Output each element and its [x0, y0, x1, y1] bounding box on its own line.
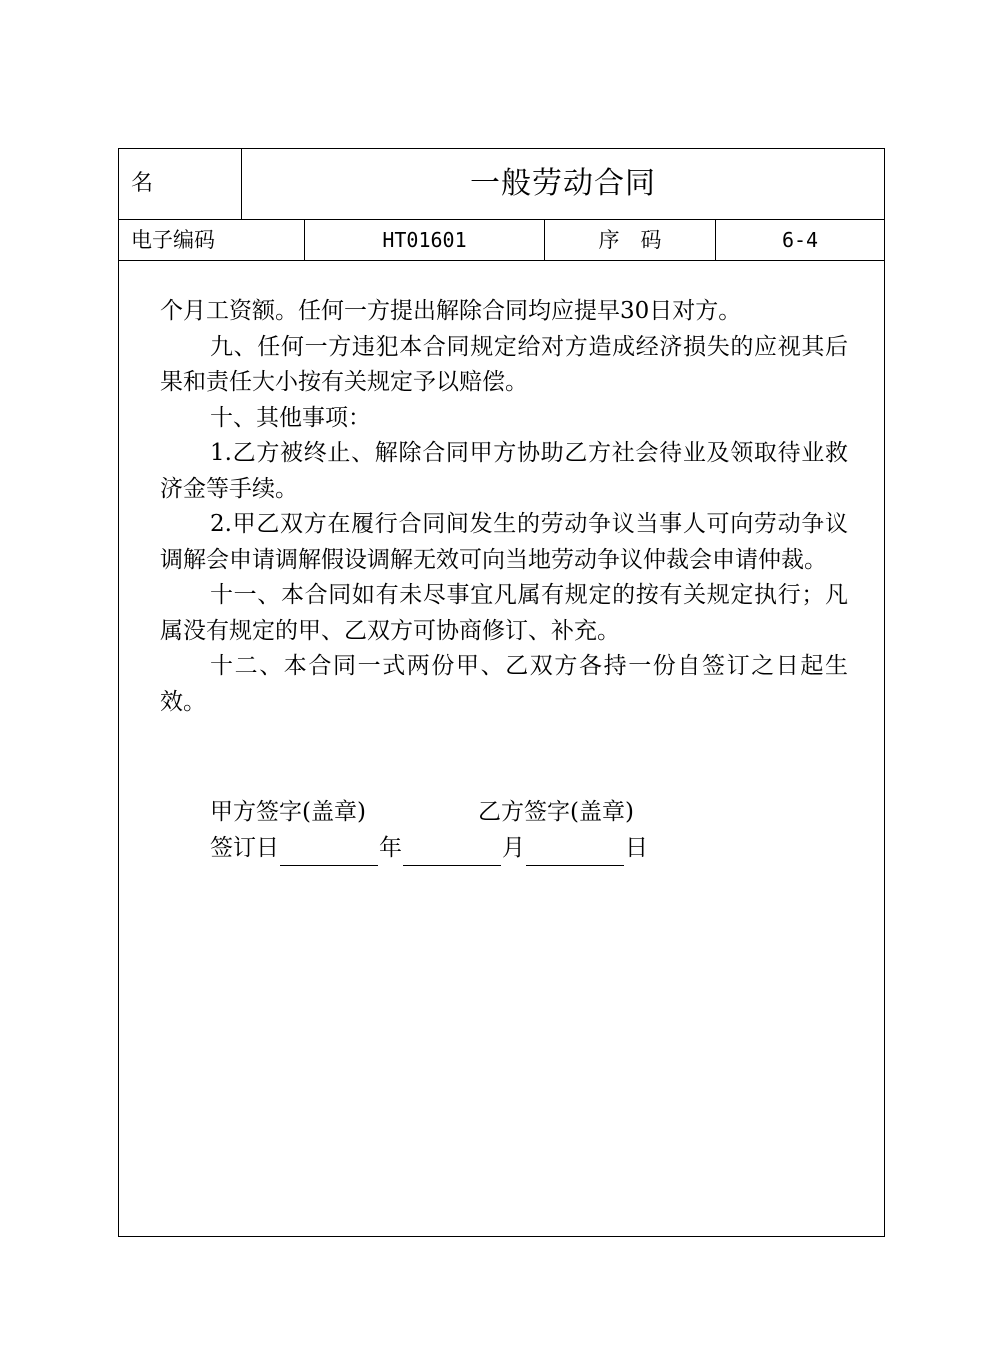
date-row: [210, 831, 648, 866]
code-label: 电子编码: [119, 220, 305, 260]
year-blank: [280, 839, 378, 866]
month-blank: [403, 839, 501, 866]
party-a-signature-label: 甲方签字(盖章): [210, 799, 366, 825]
day-blank: [526, 839, 624, 866]
contract-form: [118, 148, 885, 1237]
paragraph: 个月工资额。任何一方提出解除合同均应提早30日对方。: [160, 298, 742, 324]
serial-label: 序 码: [545, 220, 716, 260]
document-title: 一般劳动合同: [470, 166, 656, 201]
day-label: 日: [625, 835, 648, 861]
serial-value: 6-4: [781, 228, 819, 252]
paragraph: 十二、本合同一式两份甲、乙双方各持一份自签订之日起生效。: [160, 653, 848, 715]
paragraph: 十一、本合同如有未尽事宜凡属有规定的按有关规定执行；凡属没有规定的甲、乙双方可协商修订、补充。: [160, 582, 848, 644]
paragraph: 十、其他事项：: [210, 404, 371, 431]
paragraph: 九、任何一方违犯本合同规定给对方造成经济损失的应视其后果和责任大小按有关规定予以赔偿。: [160, 333, 848, 395]
name-label: 名: [119, 149, 242, 219]
contract-body: [160, 294, 848, 720]
date-label: 签订日: [210, 835, 279, 861]
code-value: HT01601: [305, 220, 545, 260]
signature-row: [210, 795, 634, 830]
party-b-signature-label: 乙方签字(盖章): [478, 799, 634, 825]
year-label: 年: [379, 835, 402, 861]
code-row: [119, 220, 884, 261]
month-label: 月: [502, 835, 525, 861]
paragraph: 1.乙方被终止、解除合同甲方协助乙方社会待业及领取待业救济金等手续。: [160, 440, 848, 502]
paragraph: 2.甲乙双方在履行合同间发生的劳动争议当事人可向劳动争议调解会申请调解假设调解无效可向当地劳动争议仲裁会申请仲裁。: [160, 511, 848, 573]
title-row: [119, 149, 884, 220]
